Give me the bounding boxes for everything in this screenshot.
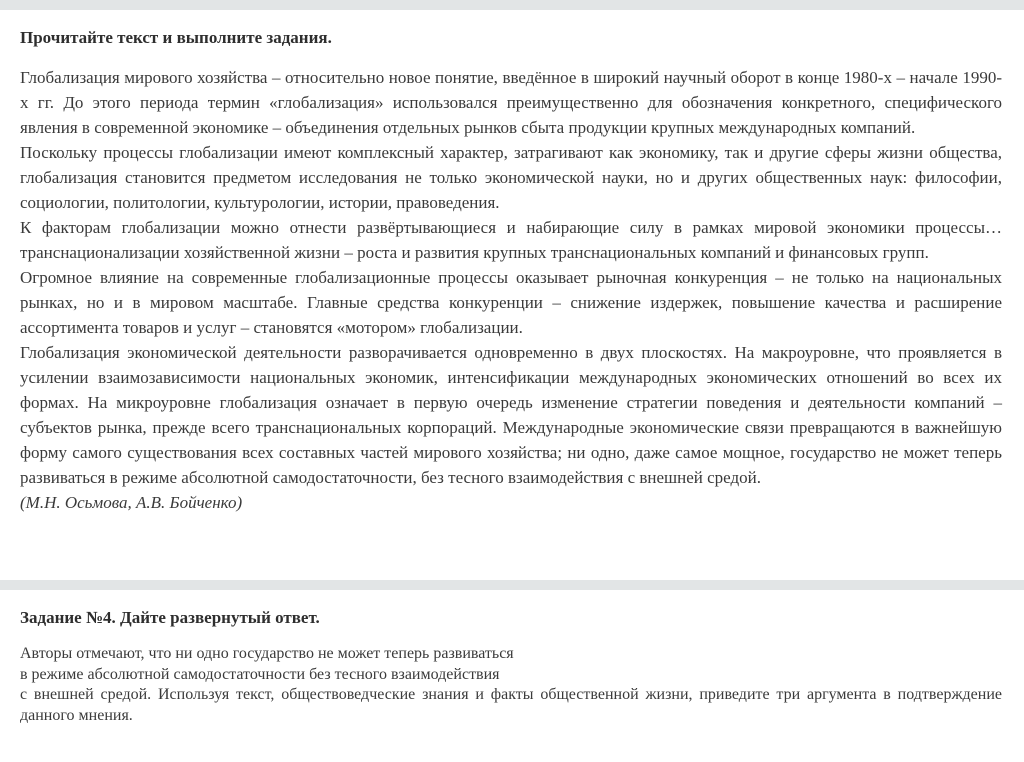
task-card [0,590,1024,762]
task-heading: Задание №4. Дайте развернутый ответ. [20,608,320,627]
reading-text-card [0,10,1024,580]
text-source-authors: (М.Н. Осьмова, А.В. Бойченко) [20,493,243,512]
task-prompt-line-3: с внешней средой. Используя текст, обществоведческие знания и факты общественной жизни, приведите три аргумента в подтверждение данного мнения. [20,686,1002,724]
task-prompt [20,644,1002,726]
text-paragraph-4: Огромное влияние на современные глобализационные процессы оказывает рыночная конкуренция – не только на национальных рынках, но и в мировом масштабе. Главные средства конкуренции – снижение издержек, повышение качества и расширение ассортимента товаров и услуг – становятся «мотором» глобализации. [20,268,1002,337]
task-prompt-line-1: Авторы отмечают, что ни одно государство не может теперь развиваться [20,645,514,662]
text-paragraph-2: Поскольку процессы глобализации имеют комплексный характер, затрагивают как экономику, так и другие сферы жизни общества, глобализация становится предметом исследования не только экономической науки, но и других общественных наук: философии, социологии, политологии, культурологии, истории, правоведения. [20,143,1002,212]
task-prompt-line-2: в режиме абсолютной самодостаточности без тесного взаимодействия [20,665,500,683]
text-paragraph-3: К факторам глобализации можно отнести развёртывающиеся и набирающие силу в рамках мировой экономики процессы… транснационализации хозяйственной жизни – роста и развития крупных транснациональных компаний и финансовых групп. [20,218,1002,262]
text-paragraph-1: Глобализация мирового хозяйства – относительно новое понятие, введённое в широкий научный оборот в конце 1980-х – начале 1990-х гг. До этого периода термин «глобализация» использовался преимущественно для обозначения конкретного, специфического явления в современной экономике – объединения отдельных рынков сбыта продукции крупных международных компаний. [20,68,1002,137]
text-paragraph-5: Глобализация экономической деятельности разворачивается одновременно в двух плоскостях. На макроуровне, что проявляется в усилении взаимозависимости национальных экономик, интенсификации международных экономических отношений во всех их формах. На микроуровне глобализация означает в первую очередь изменение стратегии поведения и деятельности компаний – субъектов рынка, прежде всего транснациональных корпораций. Международные экономические связи превращаются в важнейшую форму самого существования всех составных частей мирового хозяйства; ни одно, даже самое мощное, государство не может теперь развиваться в режиме абсолютной самодостаточности, без тесного взаимодействия с внешней средой. [20,343,1002,487]
reading-heading: Прочитайте текст и выполните задания. [20,28,332,47]
